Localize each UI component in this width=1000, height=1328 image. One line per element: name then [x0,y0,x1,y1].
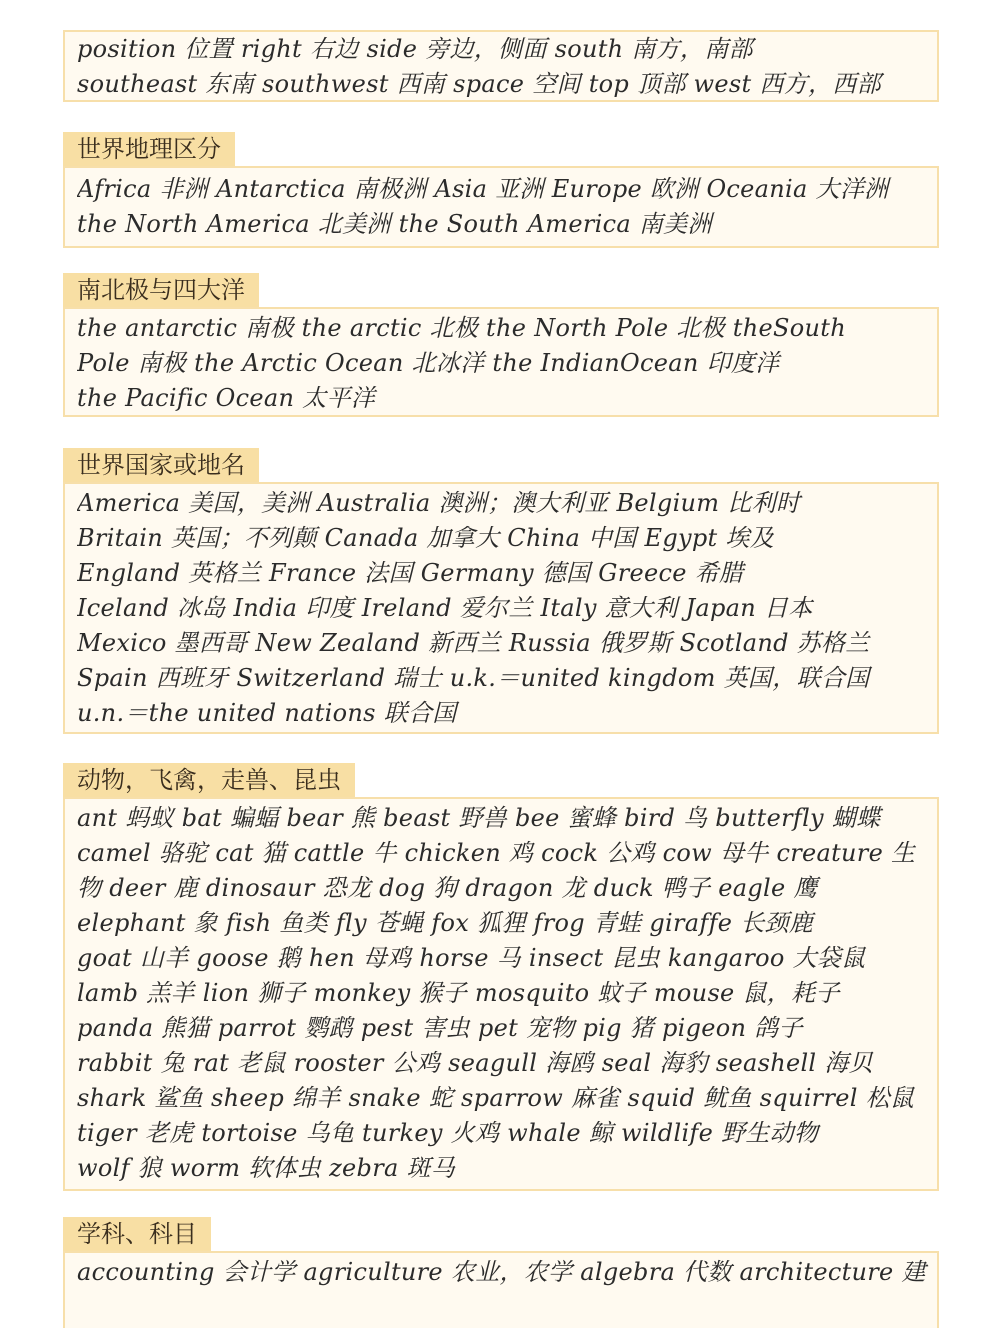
vocab-line: lamb 羔羊 lion 狮子 monkey 猴子 mosquito 蚊子 mouse 鼠，耗子 [77,979,840,1007]
vocab-line: the antarctic 南极 the arctic 北极 the North Pole 北极 theSouth [77,314,846,342]
vocab-box [63,482,939,734]
vocab-line: u.n.＝the united nations 联合国 [77,699,457,727]
vocab-box [63,797,939,1191]
vocab-line: shark 鲨鱼 sheep 绵羊 snake 蛇 sparrow 麻雀 squid 鱿鱼 squirrel 松鼠 [77,1084,915,1112]
vocab-line: accounting 会计学 agriculture 农业，农学 algebra 代数 architecture 建 [77,1258,926,1286]
vocab-line: the North America 北美洲 the South America 南美洲 [77,210,712,238]
vocab-line: position 位置 right 右边 side 旁边，侧面 south 南方，南部 [77,35,753,63]
vocab-line: America 美国，美洲 Australia 澳洲；澳大利亚 Belgium 比利时 [77,489,801,517]
vocab-line: panda 熊猫 parrot 鹦鹉 pest 害虫 pet 宠物 pig 猪 pigeon 鸽子 [77,1014,803,1042]
vocab-line: tiger 老虎 tortoise 乌龟 turkey 火鸡 whale 鲸 wildlife 野生动物 [77,1119,819,1147]
vocab-box [63,307,939,417]
vocab-line: wolf 狼 worm 软体虫 zebra 斑马 [77,1154,456,1182]
vocab-line: 物 deer 鹿 dinosaur 恐龙 dog 狗 dragon 龙 duck 鸭子 eagle 鹰 [77,874,818,902]
vocab-line: rabbit 兔 rat 老鼠 rooster 公鸡 seagull 海鸥 seal 海豹 seashell 海贝 [77,1049,873,1077]
section-header: 学科、科目 [63,1217,211,1251]
vocab-box [63,1251,939,1328]
vocab-box [63,166,939,248]
vocab-line: southeast 东南 southwest 西南 space 空间 top 顶部 west 西方，西部 [77,70,881,98]
vocab-line: Africa 非洲 Antarctica 南极洲 Asia 亚洲 Europe 欧洲 Oceania 大洋洲 [77,175,889,203]
vocab-line: camel 骆驼 cat 猫 cattle 牛 chicken 鸡 cock 公鸡 cow 母牛 creature 生 [77,839,916,867]
vocab-line: Mexico 墨西哥 New Zealand 新西兰 Russia 俄罗斯 Scotland 苏格兰 [77,629,870,657]
vocab-line: elephant 象 fish 鱼类 fly 苍蝇 fox 狐狸 frog 青蛙 giraffe 长颈鹿 [77,909,814,937]
vocab-line: goat 山羊 goose 鹅 hen 母鸡 horse 马 insect 昆虫 kangaroo 大袋鼠 [77,944,866,972]
vocab-line: Pole 南极 the Arctic Ocean 北冰洋 the IndianOcean 印度洋 [77,349,780,377]
vocab-box [63,30,939,102]
section-header: 世界地理区分 [63,132,235,166]
vocab-line: Spain 西班牙 Switzerland 瑞士 u.k.＝united kingdom 英国，联合国 [77,664,870,692]
vocab-line: ant 蚂蚁 bat 蝙蝠 bear 熊 beast 野兽 bee 蜜蜂 bird 鸟 butterfly 蝴蝶 [77,804,881,832]
section-header: 南北极与四大洋 [63,273,259,307]
vocab-line: Britain 英国；不列颠 Canada 加拿大 China 中国 Egypt 埃及 [77,524,774,552]
vocab-line: Iceland 冰岛 India 印度 Ireland 爱尔兰 Italy 意大利 Japan 日本 [77,594,813,622]
vocab-line: the Pacific Ocean 太平洋 [77,384,376,412]
section-header: 动物，飞禽，走兽、昆虫 [63,763,355,797]
vocab-line: England 英格兰 France 法国 Germany 德国 Greece 希腊 [77,559,744,587]
section-header: 世界国家或地名 [63,448,259,482]
